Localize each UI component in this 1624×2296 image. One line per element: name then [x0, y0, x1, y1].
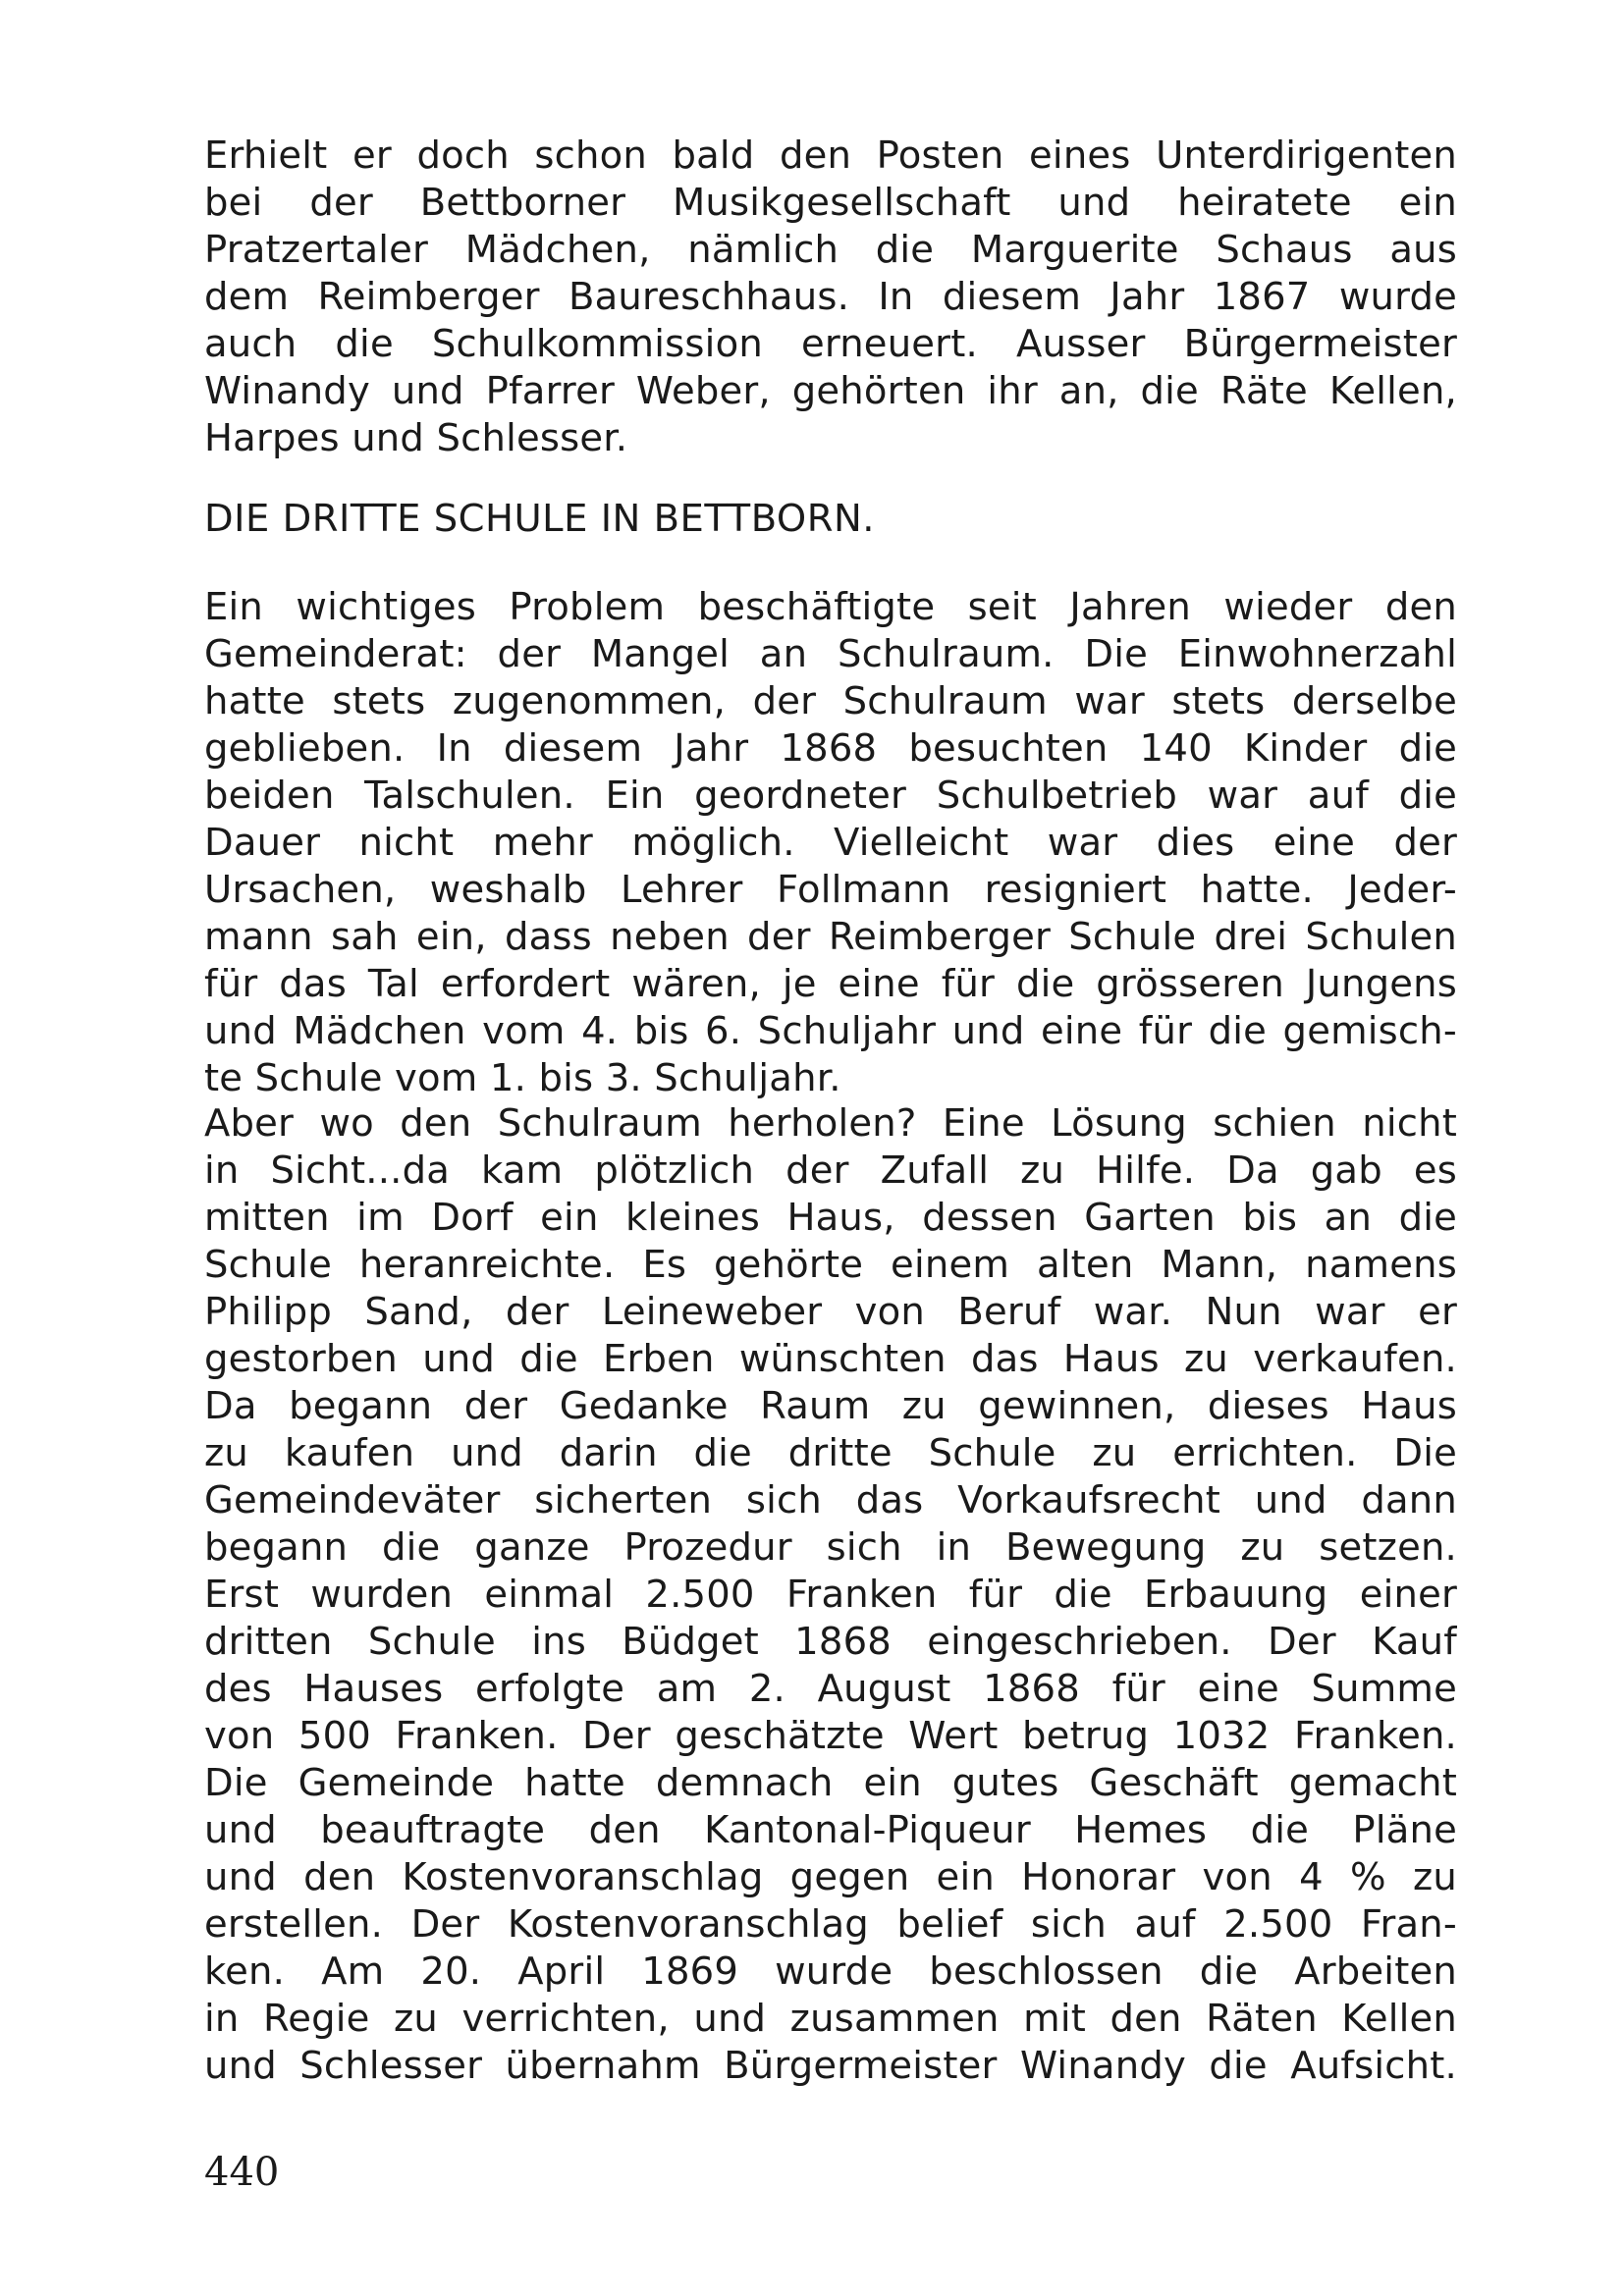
text-line: erstellen. Der Kostenvoranschlag belief sich auf 2.500 Fran-	[204, 1902, 1457, 1947]
text-line: Da begann der Gedanke Raum zu gewinnen, dieses Haus	[204, 1384, 1457, 1428]
text-line: Ein wichtiges Problem beschäftigte seit Jahren wieder den	[204, 585, 1457, 629]
text-line: bei der Bettborner Musikgesellschaft und heiratete ein	[204, 181, 1457, 225]
text-line: Erhielt er doch schon bald den Posten eines Unterdirigenten	[204, 133, 1457, 178]
text-line: mann sah ein, dass neben der Reimberger Schule drei Schulen	[204, 915, 1457, 959]
text-line: zu kaufen und darin die dritte Schule zu errichten. Die	[204, 1431, 1457, 1475]
text-line: Philipp Sand, der Leineweber von Beruf war. Nun war er	[204, 1290, 1457, 1334]
text-line: in Regie zu verrichten, und zusammen mit den Räten Kellen	[204, 1997, 1457, 2041]
text-line: beiden Talschulen. Ein geordneter Schulbetrieb war auf die	[204, 774, 1457, 818]
text-line: dritten Schule ins Büdget 1868 eingeschrieben. Der Kauf	[204, 1620, 1457, 1664]
text-line: Ursachen, weshalb Lehrer Follmann resigniert hatte. Jeder-	[204, 868, 1457, 912]
text-line: Harpes und Schlesser.	[204, 416, 628, 460]
text-line: Pratzertaler Mädchen, nämlich die Marguerite Schaus aus	[204, 228, 1457, 272]
text-line: und den Kostenvoranschlag gegen ein Honorar von 4 % zu	[204, 1855, 1457, 1899]
text-line: dem Reimberger Baureschhaus. In diesem Jahr 1867 wurde	[204, 275, 1457, 319]
text-line: und Schlesser übernahm Bürgermeister Winandy die Aufsicht.	[204, 2044, 1457, 2088]
text-line: auch die Schulkommission erneuert. Ausser Bürgermeister	[204, 322, 1457, 366]
text-line: Die Gemeinde hatte demnach ein gutes Geschäft gemacht	[204, 1761, 1457, 1805]
text-line: in Sicht...da kam plötzlich der Zufall zu Hilfe. Da gab es	[204, 1148, 1457, 1193]
text-line: geblieben. In diesem Jahr 1868 besuchten 140 Kinder die	[204, 726, 1457, 771]
text-line: Winandy und Pfarrer Weber, gehörten ihr an, die Räte Kellen,	[204, 369, 1457, 413]
text-line: gestorben und die Erben wünschten das Haus zu verkaufen.	[204, 1337, 1457, 1381]
text-line: Schule heranreichte. Es gehörte einem alten Mann, namens	[204, 1243, 1457, 1287]
text-line: und Mädchen vom 4. bis 6. Schuljahr und eine für die gemisch-	[204, 1009, 1457, 1053]
text-line: ken. Am 20. April 1869 wurde beschlossen die Arbeiten	[204, 1949, 1457, 1994]
text-line: Erst wurden einmal 2.500 Franken für die Erbauung einer	[204, 1573, 1457, 1617]
text-line: te Schule vom 1. bis 3. Schuljahr.	[204, 1056, 841, 1100]
text-line: für das Tal erfordert wären, je eine für die grösseren Jungens	[204, 962, 1457, 1006]
page-number: 440	[204, 2150, 280, 2195]
text-line: und beauftragte den Kantonal-Piqueur Hemes die Pläne	[204, 1808, 1457, 1852]
text-line: Dauer nicht mehr möglich. Vielleicht war dies eine der	[204, 821, 1457, 865]
text-line: hatte stets zugenommen, der Schulraum war stets derselbe	[204, 679, 1457, 723]
text-line: mitten im Dorf ein kleines Haus, dessen Garten bis an die	[204, 1196, 1457, 1240]
text-line: begann die ganze Prozedur sich in Bewegung zu setzen.	[204, 1525, 1457, 1570]
section-heading: DIE DRITTE SCHULE IN BETTBORN.	[204, 497, 876, 541]
text-line: des Hauses erfolgte am 2. August 1868 für eine Summe	[204, 1667, 1457, 1711]
text-line: Aber wo den Schulraum herholen? Eine Lösung schien nicht	[204, 1101, 1457, 1146]
text-line: Gemeindeväter sicherten sich das Vorkaufsrecht und dann	[204, 1478, 1457, 1522]
text-line: von 500 Franken. Der geschätzte Wert betrug 1032 Franken.	[204, 1714, 1457, 1758]
text-line: Gemeinderat: der Mangel an Schulraum. Die Einwohnerzahl	[204, 632, 1457, 676]
